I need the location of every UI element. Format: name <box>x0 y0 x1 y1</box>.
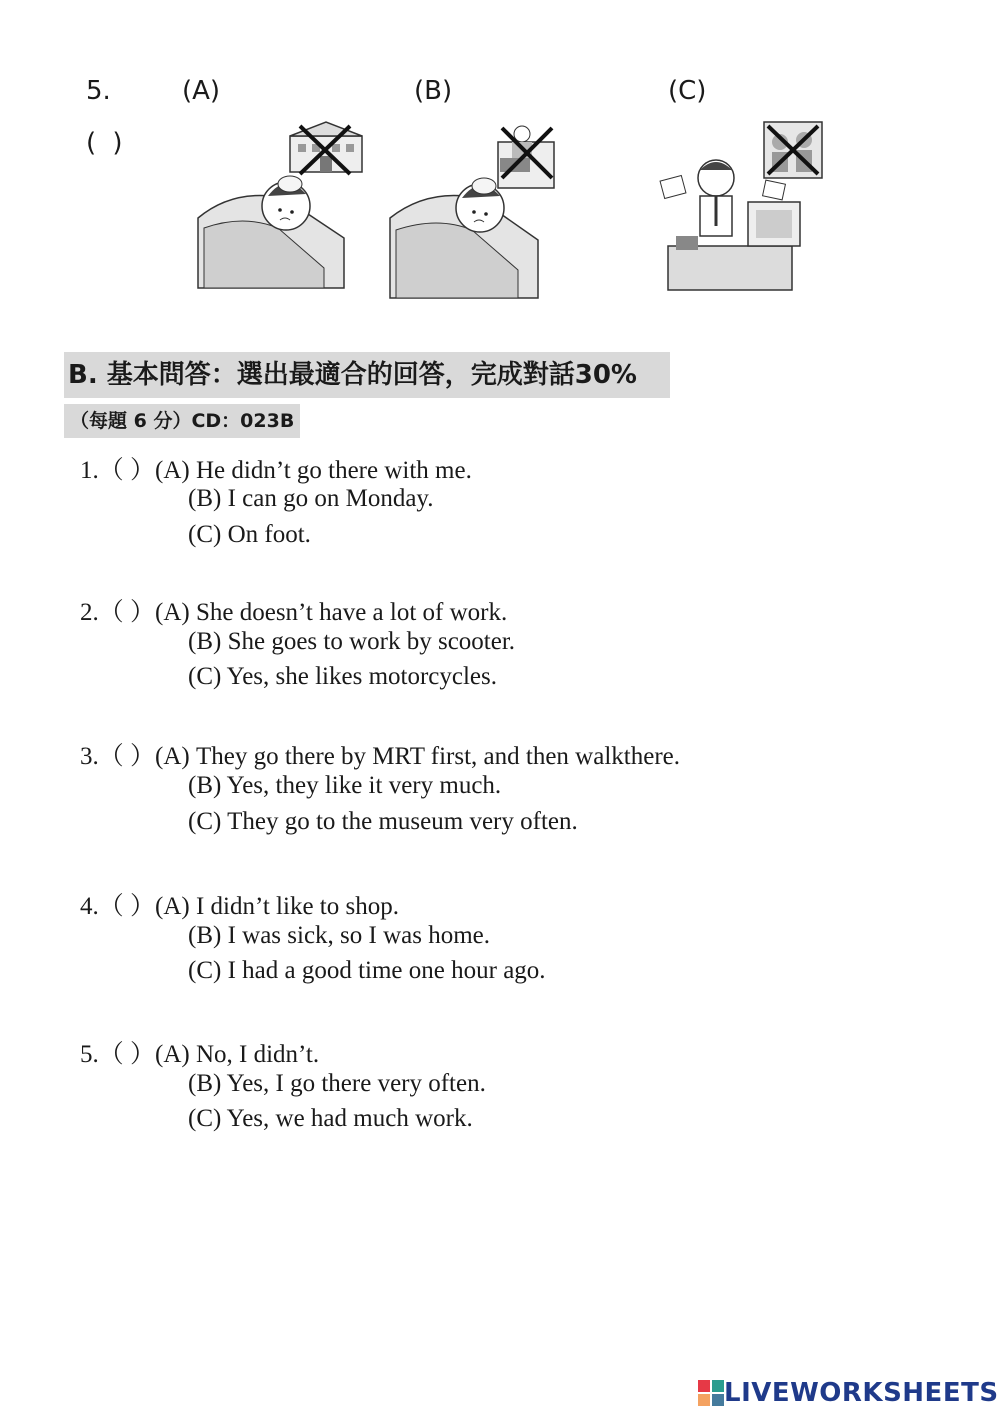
question-3-option-a[interactable]: (A) They go there by MRT first, and then walkthere. <box>155 743 680 770</box>
busy-office-worker-illustration[interactable] <box>656 118 828 294</box>
question-2-number[interactable]: 2.（ ） <box>80 599 156 626</box>
question-2-option-c[interactable]: (C) Yes, she likes motorcycles. <box>188 663 497 690</box>
question-4-number[interactable]: 4.（ ） <box>80 893 156 920</box>
question-3-number[interactable]: 3.（ ） <box>80 743 156 770</box>
sick-boy-no-school-illustration[interactable] <box>194 118 374 298</box>
option-c-label: (C) <box>668 76 707 106</box>
question-4-option-c[interactable]: (C) I had a good time one hour ago. <box>188 957 546 984</box>
question-3-option-b[interactable]: (B) Yes, they like it very much. <box>188 772 502 799</box>
question-4-option-a[interactable]: (A) I didn’t like to shop. <box>155 893 399 920</box>
question-3-option-c[interactable]: (C) They go to the museum very often. <box>188 808 578 835</box>
question-2-option-b[interactable]: (B) She goes to work by scooter. <box>188 628 516 655</box>
liveworksheets-logo[interactable] <box>698 1378 999 1408</box>
question-number: 5. <box>86 76 111 106</box>
question-1-option-c[interactable]: (C) On foot. <box>188 521 311 548</box>
question-1-number[interactable]: 1.（ ） <box>80 457 156 484</box>
logo-text: LIVEWORKSHEETS <box>724 1378 999 1408</box>
question-3 <box>80 736 680 772</box>
question-5-number[interactable]: 5.（ ） <box>80 1041 156 1068</box>
question-1-option-a[interactable]: (A) He didn’t go there with me. <box>155 457 472 484</box>
question-5-option-b[interactable]: (B) Yes, I go there very often. <box>188 1070 486 1097</box>
question-2 <box>80 592 507 628</box>
liveworksheets-icon <box>698 1380 724 1406</box>
sick-boy-no-work-illustration[interactable] <box>388 118 568 300</box>
option-a-label: (A) <box>182 76 221 106</box>
section-b-subtitle: （每題 6 分）CD：023B <box>64 404 300 438</box>
question-4-option-b[interactable]: (B) I was sick, so I was home. <box>188 922 491 949</box>
question-5-option-a[interactable]: (A) No, I didn’t. <box>155 1041 320 1068</box>
section-b-title: B. 基本問答：選出最適合的回答，完成對話30% <box>64 352 670 398</box>
question-1-option-b[interactable]: (B) I can go on Monday. <box>188 485 434 512</box>
answer-blank[interactable]: ( ) <box>86 128 127 158</box>
question-2-option-a[interactable]: (A) She doesn’t have a lot of work. <box>155 599 508 626</box>
question-5-option-c[interactable]: (C) Yes, we had much work. <box>188 1105 473 1132</box>
question-4 <box>80 886 399 922</box>
question-5 <box>80 1034 319 1070</box>
option-b-label: (B) <box>414 76 453 106</box>
question-1 <box>80 450 472 486</box>
